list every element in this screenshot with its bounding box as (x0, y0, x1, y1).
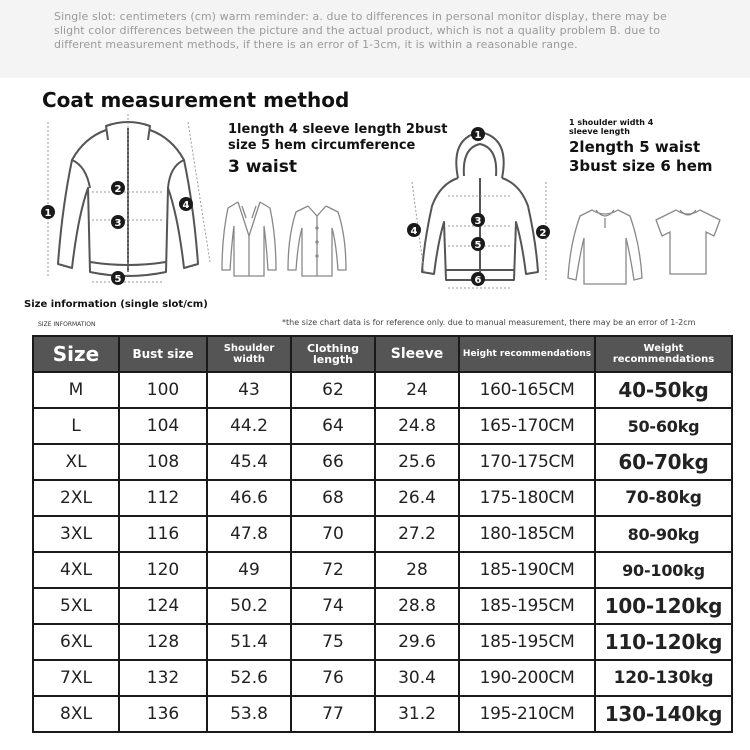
header-sleeve: Sleeve (375, 336, 459, 372)
cell-shoulder: 51.4 (207, 624, 291, 660)
cell-size: 8XL (33, 696, 119, 732)
hoodie-marker-1: 1 (474, 130, 482, 141)
table-row (33, 372, 732, 408)
header-size: Size (33, 336, 119, 372)
table-row (33, 444, 732, 480)
header-shoulder-line-1: Shoulder (223, 343, 275, 354)
cell-bust: 104 (119, 408, 207, 444)
cell-size: 4XL (33, 552, 119, 588)
reminder-banner (0, 0, 750, 78)
header-bust: Bust size (119, 336, 207, 372)
header-weight-line-1: Weight (643, 343, 684, 354)
cell-size: 6XL (33, 624, 119, 660)
cell-length: 68 (291, 480, 375, 516)
jacket-marker-4: 4 (182, 200, 190, 211)
header-length-line-2: length (312, 353, 354, 366)
cell-height: 160-165CM (459, 372, 595, 408)
cell-size: 5XL (33, 588, 119, 624)
jacket-measurement-diagram (36, 112, 220, 292)
cell-bust: 108 (119, 444, 207, 480)
header-weight (595, 336, 732, 372)
cell-length: 72 (291, 552, 375, 588)
hoodie-legend-small: 1 shoulder width 4 sleeve length (569, 118, 654, 136)
header-shoulder (207, 336, 291, 372)
long-sleeve-thumbnail-icon (564, 204, 646, 288)
header-height: Height recommendations (459, 336, 595, 372)
cell-bust: 100 (119, 372, 207, 408)
cell-size: 7XL (33, 660, 119, 696)
cell-height: 190-200CM (459, 660, 595, 696)
hoodie-marker-3: 3 (474, 216, 482, 227)
hoodie-marker-4: 4 (410, 226, 418, 237)
blazer-thumbnail-icon (218, 196, 280, 280)
header-shoulder-line-2: width (233, 354, 265, 365)
cell-weight: 50-60kg (595, 408, 732, 444)
cell-sleeve: 28.8 (375, 588, 459, 624)
cell-sleeve: 29.6 (375, 624, 459, 660)
cell-height: 165-170CM (459, 408, 595, 444)
cell-bust: 132 (119, 660, 207, 696)
cell-length: 70 (291, 516, 375, 552)
cell-sleeve: 24.8 (375, 408, 459, 444)
size-chart-note: *the size chart data is for reference only. due to manual measurement, there may be an error of 1-2cm (282, 318, 696, 327)
cell-sleeve: 24 (375, 372, 459, 408)
cell-bust: 116 (119, 516, 207, 552)
cell-height: 175-180CM (459, 480, 595, 516)
cell-height: 170-175CM (459, 444, 595, 480)
cell-shoulder: 52.6 (207, 660, 291, 696)
cell-size: XL (33, 444, 119, 480)
cell-length: 77 (291, 696, 375, 732)
reminder-text: Single slot: centimeters (cm) warm reminder: a. due to differences in personal monitor display, there may be slight color differences between the picture and the actual product, which is not a quality problem B. due to different measurement methods, if there is an error of 1-3cm, it is within a reasonable range. (54, 10, 667, 51)
jacket-marker-2: 2 (114, 184, 122, 195)
cell-length: 74 (291, 588, 375, 624)
cell-size: 3XL (33, 516, 119, 552)
cell-weight: 60-70kg (595, 444, 732, 480)
table-row (33, 660, 732, 696)
cell-weight: 110-120kg (595, 624, 732, 660)
cell-height: 185-195CM (459, 588, 595, 624)
measurement-method-title: Coat measurement method (42, 88, 350, 112)
size-table-header (33, 336, 732, 372)
cell-height: 185-190CM (459, 552, 595, 588)
cell-shoulder: 47.8 (207, 516, 291, 552)
cell-weight: 90-100kg (595, 552, 732, 588)
cell-length: 76 (291, 660, 375, 696)
cell-bust: 136 (119, 696, 207, 732)
jacket-marker-1: 1 (44, 208, 52, 219)
cell-size: M (33, 372, 119, 408)
cell-length: 75 (291, 624, 375, 660)
jacket-legend: 1length 4 sleeve length 2bust size 5 hem circumference (228, 122, 448, 153)
cell-shoulder: 49 (207, 552, 291, 588)
table-row (33, 408, 732, 444)
shirt-thumbnail-icon (284, 202, 350, 280)
cell-shoulder: 44.2 (207, 408, 291, 444)
jacket-legend-waist: 3 waist (228, 157, 297, 177)
table-row (33, 696, 732, 732)
cell-weight: 70-80kg (595, 480, 732, 516)
size-info-small-title: SIZE INFORMATION (38, 321, 96, 328)
table-row (33, 480, 732, 516)
cell-sleeve: 27.2 (375, 516, 459, 552)
cell-height: 180-185CM (459, 516, 595, 552)
header-length (291, 336, 375, 372)
hoodie-legend-line-2: 3bust size 6 hem (569, 157, 713, 175)
cell-weight: 100-120kg (595, 588, 732, 624)
cell-height: 185-195CM (459, 624, 595, 660)
cell-sleeve: 25.6 (375, 444, 459, 480)
cell-sleeve: 28 (375, 552, 459, 588)
cell-bust: 124 (119, 588, 207, 624)
cell-size: 2XL (33, 480, 119, 516)
tshirt-thumbnail-icon (650, 206, 726, 278)
cell-shoulder: 53.8 (207, 696, 291, 732)
cell-sleeve: 26.4 (375, 480, 459, 516)
hoodie-marker-5: 5 (474, 240, 482, 251)
hoodie-marker-2: 2 (539, 228, 547, 239)
hoodie-legend (569, 138, 749, 176)
hoodie-legend-line-1: 2length 5 waist (569, 138, 701, 156)
cell-weight: 120-130kg (595, 660, 732, 696)
cell-bust: 112 (119, 480, 207, 516)
size-info-label: Size information (single slot/cm) (24, 299, 208, 310)
cell-weight: 40-50kg (595, 372, 732, 408)
cell-length: 62 (291, 372, 375, 408)
header-length-line-1: Clothing (307, 342, 359, 355)
cell-shoulder: 45.4 (207, 444, 291, 480)
size-table (32, 335, 733, 733)
cell-shoulder: 46.6 (207, 480, 291, 516)
cell-sleeve: 30.4 (375, 660, 459, 696)
jacket-marker-3: 3 (114, 218, 122, 229)
cell-shoulder: 43 (207, 372, 291, 408)
cell-bust: 128 (119, 624, 207, 660)
cell-sleeve: 31.2 (375, 696, 459, 732)
cell-size: L (33, 408, 119, 444)
cell-height: 195-210CM (459, 696, 595, 732)
hoodie-measurement-diagram (400, 122, 560, 292)
table-row (33, 516, 732, 552)
cell-shoulder: 50.2 (207, 588, 291, 624)
table-row (33, 588, 732, 624)
cell-weight: 130-140kg (595, 696, 732, 732)
table-row (33, 552, 732, 588)
table-row (33, 624, 732, 660)
cell-length: 64 (291, 408, 375, 444)
cell-length: 66 (291, 444, 375, 480)
cell-bust: 120 (119, 552, 207, 588)
cell-weight: 80-90kg (595, 516, 732, 552)
hoodie-marker-6: 6 (474, 275, 482, 286)
header-weight-line-2: recommendations (612, 354, 715, 365)
jacket-marker-5: 5 (114, 274, 122, 285)
